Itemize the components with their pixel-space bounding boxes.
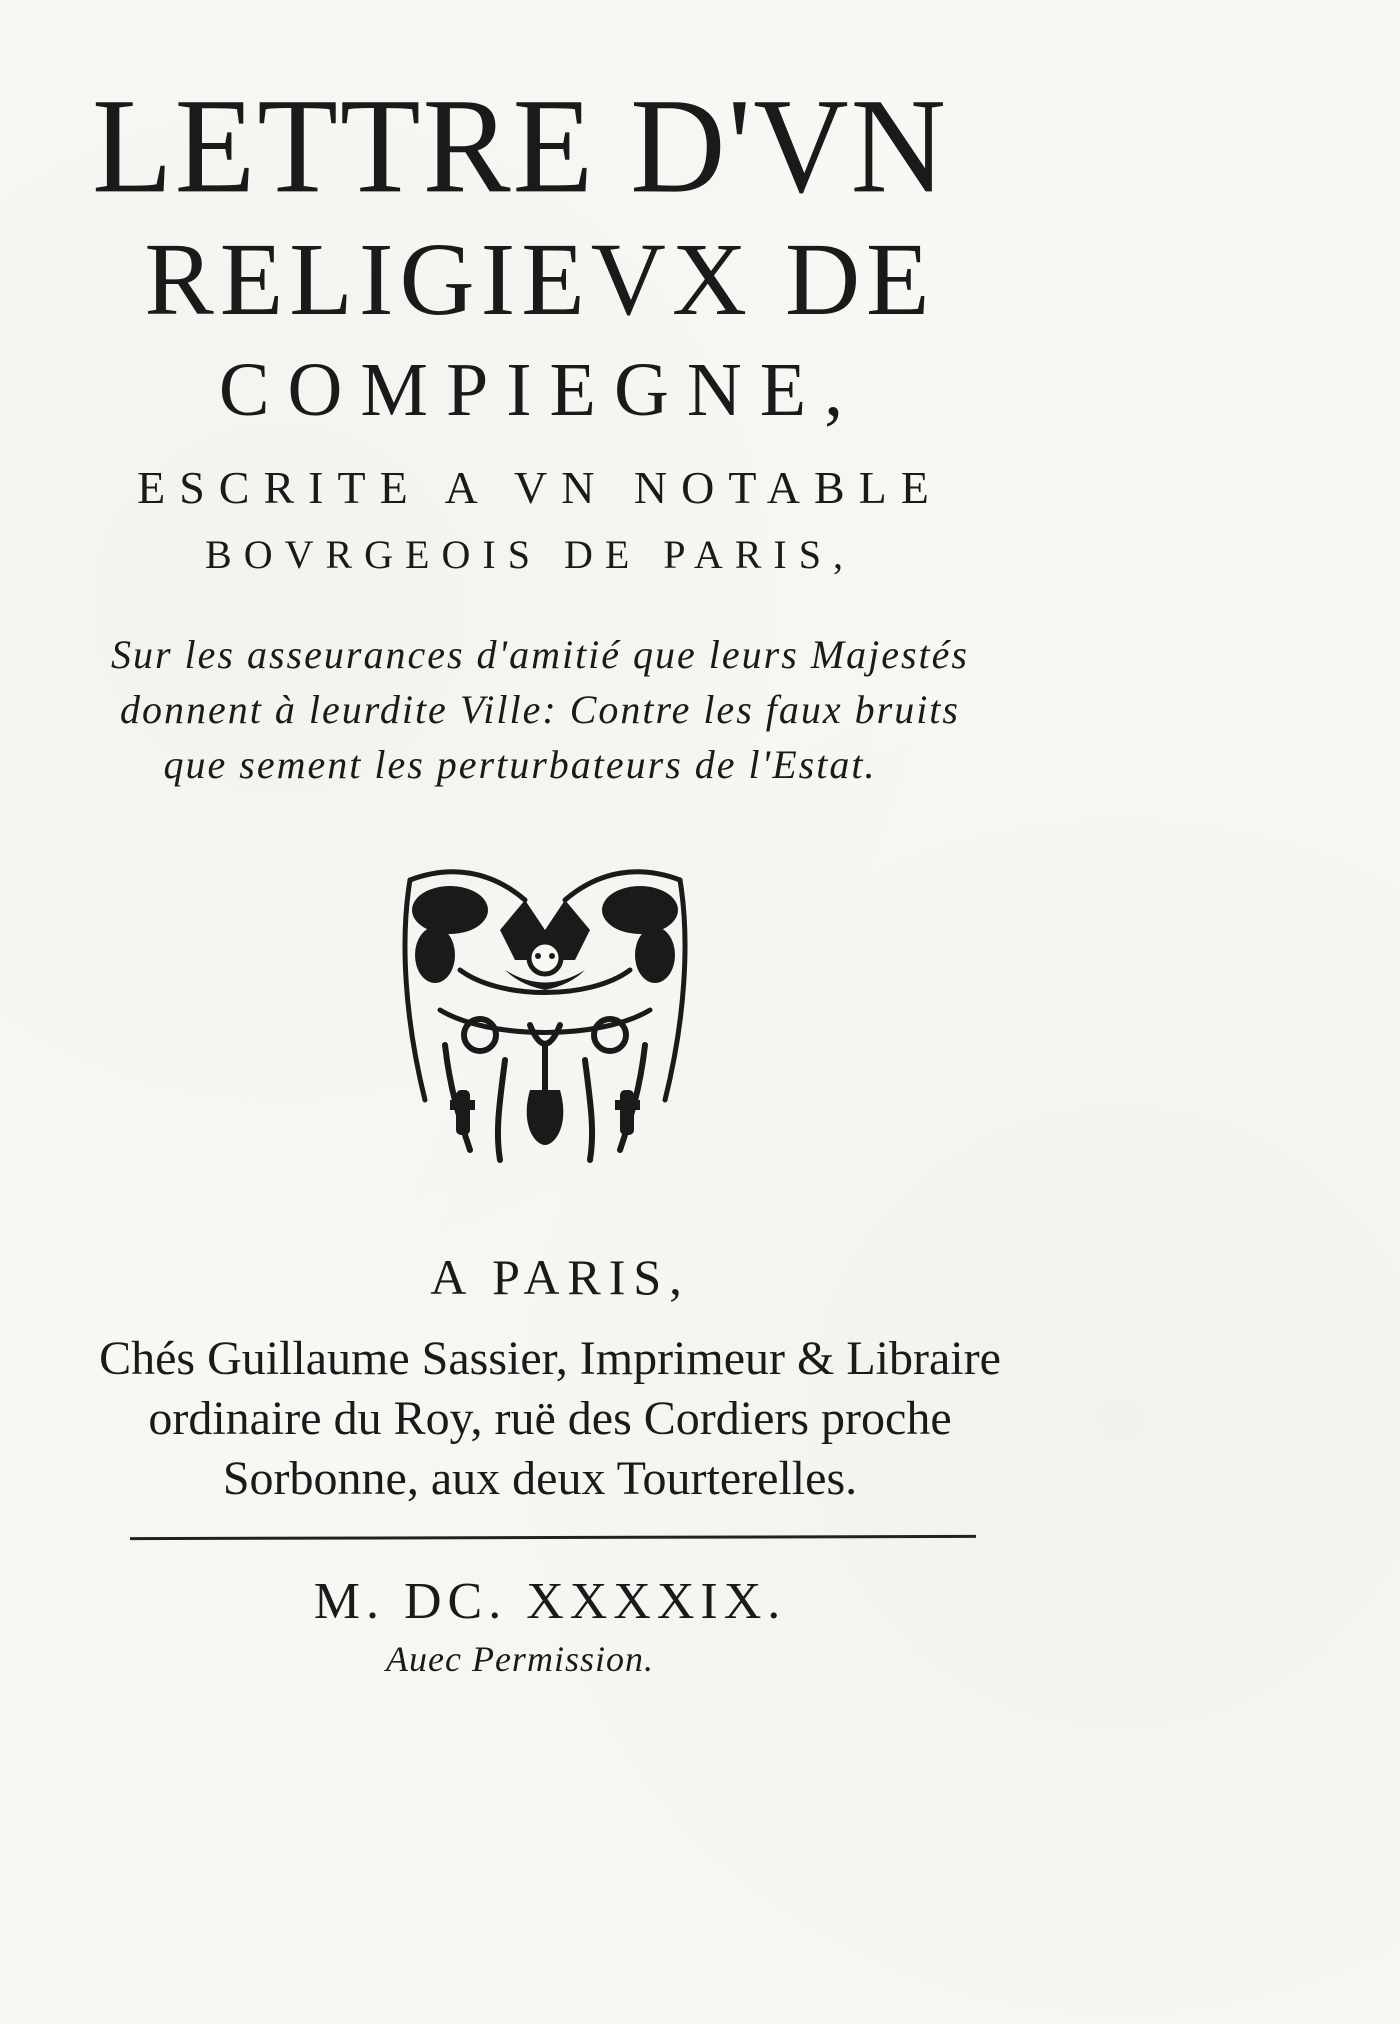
publication-year: M. DC. XXXXIX. [313,1573,787,1630]
title-line-4: ESCRITE A VN NOTABLE [137,462,943,513]
title-line-2: RELIGIEVX DE [144,222,936,337]
title-line-5: BOVRGEOIS DE PARIS, [205,532,855,577]
subtitle-line-3: que sement les perturbateurs de l'Estat. [163,742,877,787]
imprint-line-3: Sorbonne, aux deux Tourterelles. [222,1452,858,1505]
divider-rule [130,1535,976,1540]
imprint-line-2: ordinaire du Roy, ruë des Cordiers proche [148,1392,952,1445]
imprint-place: A PARIS, [430,1249,690,1305]
permission-note: Auec Permission. [386,1639,654,1679]
imprint-line-1: Chés Guillaume Sassier, Imprimeur & Libraire [99,1332,1001,1385]
title-line-3: COMPIEGNE, [218,348,862,432]
title-line-1: LETTRE D'VN [92,69,948,222]
printers-ornament-icon [380,860,710,1190]
subtitle-line-2: donnent à leurdite Ville: Contre les faux bruits [120,687,960,732]
subtitle-line-1: Sur les asseurances d'amitié que leurs Majestés [110,632,969,677]
